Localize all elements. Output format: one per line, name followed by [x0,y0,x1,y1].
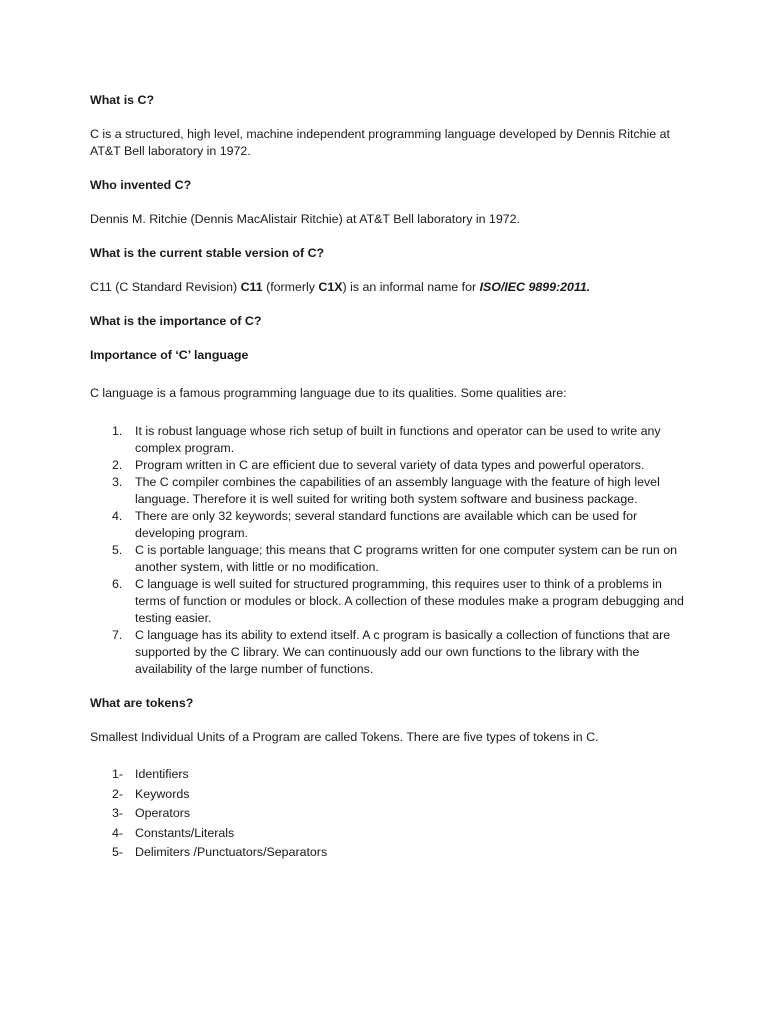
importance-heading: Importance of ‘C’ language [90,348,249,362]
list-item-text: C language is well suited for structured programming, this requires user to think of a problems in terms of function or modules or block. A collection of these modules make a program debugging and testing easier. [135,577,684,625]
list-item-number: 5. [112,543,123,557]
tokens-list [90,766,690,861]
importance-intro: C language is a famous programming language due to its qualities. Some qualities are: [90,386,567,400]
tokens-intro: Smallest Individual Units of a Program are called Tokens. There are five types of tokens in C. [90,730,599,744]
list-item [90,457,690,474]
answer-version-text-1: C11 (C Standard Revision) [90,280,241,294]
list-item [90,576,690,627]
list-item-number: 5- [112,845,124,859]
list-item-text: The C compiler combines the capabilities of an assembly language with the feature of high level language. Therefore it is well suited for writing both system software and business package. [135,475,660,506]
document-content [90,92,690,864]
answer-who-invented-c: Dennis M. Ritchie (Dennis MacAlistair Ritchie) at AT&T Bell laboratory in 1972. [90,212,520,226]
list-item-number: 2- [112,786,124,801]
list-item-text: Program written in C are efficient due to several variety of data types and powerful operators. [135,458,645,472]
list-item [90,825,690,842]
list-item-number: 1- [112,767,124,781]
list-item [90,627,690,678]
question-who-invented-c: Who invented C? [90,178,192,192]
answer-version-c11: C11 [240,280,263,294]
list-item-text: Constants/Literals [135,825,235,840]
list-item-number: 4- [112,825,124,840]
list-item-number: 2. [112,458,123,472]
list-item [90,805,690,822]
list-item [90,766,690,783]
list-item-text: Operators [135,806,191,820]
answer-current-version [90,279,690,296]
list-item-number: 3. [112,475,123,489]
list-item-number: 7. [112,628,123,642]
list-item-text: Delimiters /Punctuators/Separators [135,845,328,859]
answer-version-c1x: C1X [318,280,343,294]
list-item-text: C is portable language; this means that C programs written for one computer system can be run on another system, with little or no modification. [135,543,678,574]
question-current-version: What is the current stable version of C? [90,246,325,260]
list-item [90,786,690,803]
list-item [90,474,690,508]
list-item [90,508,690,542]
answer-version-text-2: (formerly [262,280,319,294]
answer-what-is-c: C is a structured, high level, machine independent programming language developed by Dennis Ritchie at AT&T Bell laboratory in 1972. [90,127,670,158]
list-item-text: There are only 32 keywords; several standard functions are available which can be used for developing program. [135,509,638,540]
question-importance: What is the importance of C? [90,314,262,328]
qualities-list [90,423,690,678]
answer-version-iso: ISO/IEC 9899:2011. [479,280,591,294]
list-item-number: 1. [112,424,123,438]
answer-version-text-3: ) is an informal name for [342,280,480,294]
list-item-number: 3- [112,806,124,820]
list-item-text: Identifiers [135,767,189,781]
question-what-is-c: What is C? [90,93,155,107]
list-item-number: 6. [112,577,123,591]
list-item-text: C language has its ability to extend itself. A c program is basically a collection of functions that are supported by the C library. We can continuously add our own functions to the library with the availability of the large number of functions. [135,628,671,676]
list-item [90,423,690,457]
list-item-text: Keywords [135,786,190,801]
list-item-text: It is robust language whose rich setup of built in functions and operator can be used to write any complex program. [135,424,661,455]
list-item [90,844,690,861]
question-tokens: What are tokens? [90,696,194,710]
list-item-number: 4. [112,509,123,523]
list-item [90,542,690,576]
